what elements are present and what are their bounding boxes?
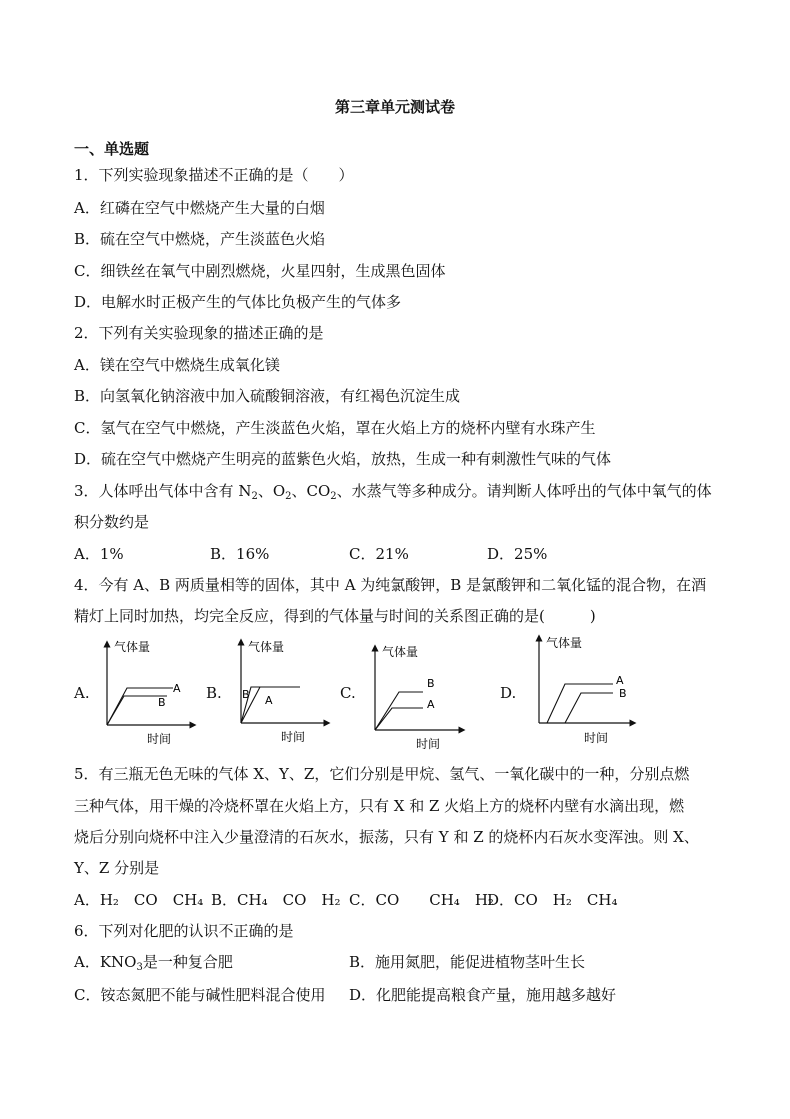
question-5-option-c: C．CO CH₄ H₂ — [349, 891, 494, 909]
graph-option-b-label: B. — [206, 684, 222, 702]
curve-a-label: A — [427, 698, 435, 711]
question-6-option-c: C．铵态氮肥不能与碱性肥料混合使用 — [74, 986, 326, 1004]
curve-b — [375, 692, 423, 730]
page-title: 第三章单元测试卷 — [334, 98, 455, 116]
question-5-option-a: A．H₂ CO CH₄ — [74, 891, 204, 909]
x-axis-label: 时间 — [584, 731, 609, 745]
question-2-option-d: D．硫在空气中燃烧产生明亮的蓝紫色火焰，放热，生成一种有刺激性气味的气体 — [74, 450, 612, 468]
graph-d — [528, 632, 638, 752]
question-5-stem-line4: Y、Z 分别是 — [74, 859, 160, 877]
section-heading: 一、单选题 — [74, 140, 150, 158]
question-4-stem-line2: 精灯上同时加热，均完全反应，得到的气体量与时间的关系图正确的是( ) — [74, 607, 596, 625]
question-3-option-b: B．16% — [210, 545, 270, 563]
question-3-option-c: C．21% — [349, 545, 409, 563]
y-axis-label: 气体量 — [546, 636, 583, 650]
question-5-stem-line2: 三种气体，用干燥的冷烧杯罩在火焰上方，只有 X 和 Z 火焰上方的烧杯内壁有水滴出现，燃 — [74, 797, 685, 815]
x-axis-label: 时间 — [416, 737, 441, 750]
question-1-option-c: C．细铁丝在氧气中剧烈燃烧，火星四射，生成黑色固体 — [74, 262, 446, 280]
curve-b-label: B — [619, 687, 627, 700]
question-5-stem: 5．有三瓶无色无味的气体 X、Y、Z，它们分别是甲烷、氢气、一氧化碳中的一种，分别点燃 — [74, 765, 690, 783]
curve-a — [547, 684, 613, 723]
graph-option-d-label: D. — [500, 684, 517, 702]
question-3-stem-line2: 积分数约是 — [74, 513, 150, 531]
graph-option-a-label: A. — [74, 684, 90, 702]
curve-a-label: A — [173, 682, 181, 695]
graph-b — [232, 634, 332, 748]
question-2-option-c: C．氢气在空气中燃烧，产生淡蓝色火焰，罩在火焰上方的烧杯内壁有水珠产生 — [74, 419, 596, 437]
question-1-stem: 1．下列实验现象描述不正确的是（ ） — [74, 166, 354, 184]
question-6-option-a: A．$KNO_3$是一种复合肥 — [74, 953, 233, 973]
question-3-option-d: D．25% — [487, 545, 548, 563]
graph-c — [366, 640, 466, 754]
curve-a-label: A — [616, 674, 624, 687]
question-2-option-a: A．镁在空气中燃烧生成氧化镁 — [74, 356, 280, 374]
question-6-option-d: D．化肥能提高粮食产量，施用越多越好 — [349, 986, 617, 1004]
curve-b-label: B — [427, 677, 435, 690]
x-axis-label: 时间 — [147, 732, 172, 746]
graph-a — [98, 636, 198, 750]
question-6-stem: 6．下列对化肥的认识不正确的是 — [74, 922, 294, 940]
question-2-stem: 2．下列有关实验现象的描述正确的是 — [74, 324, 324, 342]
question-1-option-b: B．硫在空气中燃烧，产生淡蓝色火焰 — [74, 230, 326, 248]
question-6-option-b: B．施用氮肥，能促进植物茎叶生长 — [349, 953, 586, 971]
question-2-option-b: B．向氢氧化钠溶液中加入硫酸铜溶液，有红褐色沉淀生成 — [74, 387, 461, 405]
question-1-option-a: A．红磷在空气中燃烧产生大量的白烟 — [74, 199, 325, 217]
question-1-option-d: D．电解水时正极产生的气体比负极产生的气体多 — [74, 293, 402, 311]
question-5-option-d: D．CO H₂ CH₄ — [487, 891, 618, 909]
y-axis-label: 气体量 — [114, 640, 151, 654]
curve-b-label: B — [158, 696, 166, 709]
x-axis-label: 时间 — [281, 730, 306, 744]
curve-b — [565, 693, 613, 723]
question-5-option-b: B．CH₄ CO H₂ — [211, 891, 341, 909]
curve-a-label: A — [265, 694, 273, 707]
curve-b-label: B — [242, 688, 250, 701]
question-3-stem: 3．人体呼出气体中含有 $N_2$、$O_2$、$CO_2$、水蒸气等多种成分。请判断人体呼出的气体中氧气的体 — [74, 482, 712, 502]
graph-option-c-label: C. — [340, 684, 356, 702]
y-axis-label: 气体量 — [382, 645, 419, 659]
question-3-option-a: A．1% — [74, 545, 124, 563]
question-4-stem: 4．今有 A、B 两质量相等的固体，其中 A 为纯氯酸钾，B 是氯酸钾和二氧化锰的混合物，在酒 — [74, 576, 707, 594]
y-axis-label: 气体量 — [248, 640, 285, 654]
question-5-stem-line3: 烧后分别向烧杯中注入少量澄清的石灰水，振荡，只有 Y 和 Z 的烧杯内石灰水变浑浊。则 X、 — [74, 828, 699, 846]
